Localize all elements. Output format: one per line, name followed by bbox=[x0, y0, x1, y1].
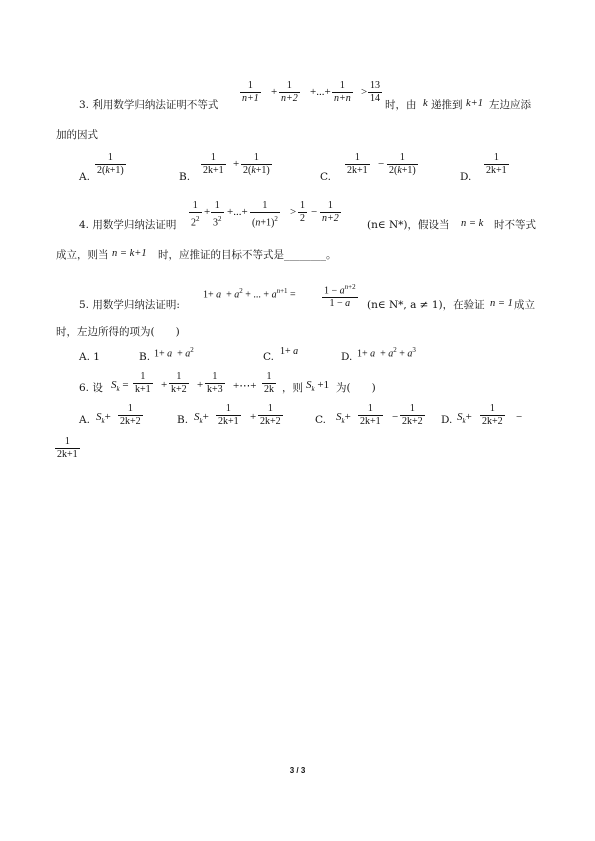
q4-line2a: 成立，则当 bbox=[56, 249, 109, 261]
q5-option-c: C. bbox=[263, 351, 274, 363]
q3-dots: +...+ bbox=[310, 86, 331, 98]
q4-frac-1: $\frac{1}{2^2}$ bbox=[191, 200, 200, 229]
q6-sk1: $S_k +1$ bbox=[306, 379, 330, 394]
q5-option-d: D. bbox=[341, 351, 353, 363]
q6-option-d-frac2: $\frac{1}{2k+1}$ bbox=[57, 436, 78, 460]
q3-option-d-frac: $\frac{1}{2k+1}$ bbox=[486, 152, 507, 176]
q5-cond2: n = 1 bbox=[490, 298, 513, 309]
q6-option-d-minus: − bbox=[516, 411, 523, 423]
q4-frac-4: $\frac{1}{2}$ bbox=[300, 200, 305, 224]
q3-option-b-frac1: $\frac{1}{2k+1}$ bbox=[203, 152, 224, 176]
q4-frac-3: $\frac{1}{(n+1)^2}$ bbox=[252, 200, 278, 229]
q5-line2: 时，左边所得的项为( ) bbox=[56, 326, 180, 338]
q4-cond2: n = k bbox=[461, 218, 484, 229]
q3-option-b-frac2: $\frac{1}{2(k+1)}$ bbox=[243, 152, 270, 176]
q4-frac-2: $\frac{1}{3^2}$ bbox=[213, 200, 222, 229]
q3-k: k bbox=[423, 98, 428, 109]
q4-line2b: n = k+1 bbox=[112, 248, 147, 259]
q3-suffix-mid: 递推到 bbox=[431, 99, 463, 111]
q6-option-d-frac1: $\frac{1}{2k+2}$ bbox=[482, 403, 503, 427]
q3-option-b-plus: + bbox=[233, 158, 240, 170]
q6-frac-3: $\frac{1}{k+3}$ bbox=[207, 371, 223, 395]
q6-option-c-minus: − bbox=[392, 411, 399, 423]
q6-then2: 为( ) bbox=[336, 382, 376, 394]
q6-option-c-frac1: $\frac{1}{2k+1}$ bbox=[360, 403, 381, 427]
q6-option-c: C. bbox=[315, 414, 326, 426]
q3-line2: 加的因式 bbox=[56, 129, 98, 141]
q4-gt: > bbox=[290, 206, 297, 218]
q6-option-a-frac: $\frac{1}{2k+2}$ bbox=[120, 403, 141, 427]
q6-sk: $S_k$ = bbox=[111, 379, 129, 394]
q6-option-d: D. bbox=[441, 414, 453, 426]
q3-option-c: C. bbox=[320, 171, 331, 183]
q5-option-b-expr: $1+ a + a^2$ bbox=[154, 346, 194, 360]
q3-option-c-frac1: $\frac{1}{2k+1}$ bbox=[347, 152, 368, 176]
q6-option-a: A. bbox=[79, 414, 90, 426]
q3-frac-3: $\frac{1}{n+n}$ bbox=[334, 80, 351, 104]
q5-prefix: 5. 用数学归纳法证明: bbox=[79, 299, 180, 311]
q4-prefix: 4. 用数学归纳法证明 bbox=[79, 219, 177, 231]
q5-option-d-expr: $1+ a + a^2 + a^3$ bbox=[357, 346, 416, 360]
q3-plus: + bbox=[271, 86, 278, 98]
q6-option-b-plus: + bbox=[250, 411, 257, 423]
q6-plus-1: + bbox=[161, 379, 168, 391]
q5-series: $1+ a + a^2$ + ... + $a^{n+1}$ = bbox=[203, 287, 296, 301]
q3-option-d: D. bbox=[460, 171, 472, 183]
q4-minus: − bbox=[311, 206, 318, 218]
q3-gt: > bbox=[361, 86, 368, 98]
q6-option-b: B. bbox=[177, 414, 189, 426]
q5-option-b: B. bbox=[139, 351, 151, 363]
q4-plus-1: + bbox=[204, 206, 211, 218]
q3-suffix-end: 左边应添 bbox=[489, 99, 531, 111]
q3-option-a-frac: $\frac{1}{2(k+1)}$ bbox=[97, 152, 124, 176]
q6-option-c-frac2: $\frac{1}{2k+2}$ bbox=[402, 403, 423, 427]
q6-plus-2: + bbox=[197, 379, 204, 391]
q6-option-b-frac2: $\frac{1}{2k+2}$ bbox=[260, 403, 281, 427]
q5-cond: (n∈ N*, a ≠ 1)，在验证 bbox=[367, 299, 485, 311]
q3-option-c-minus: − bbox=[378, 158, 385, 170]
q6-option-a-sk: $S_k+$ bbox=[96, 411, 111, 426]
q3-rhs-den: 14 bbox=[370, 93, 380, 104]
q4-line2c: 时，应推证的目标不等式是________。 bbox=[158, 249, 337, 261]
q3-rhs-num: 13 bbox=[370, 80, 380, 91]
q6-frac-2: $\frac{1}{k+2}$ bbox=[171, 371, 187, 395]
q6-option-b-sk: $S_k+$ bbox=[194, 411, 209, 426]
q3-frac-1: $\frac{1}{n+1}$ bbox=[242, 80, 259, 104]
q5-cond3: 成立 bbox=[514, 299, 535, 311]
q6-option-b-frac1: $\frac{1}{2k+1}$ bbox=[218, 403, 239, 427]
q5-option-c-expr: 1+ a bbox=[280, 346, 299, 357]
q3-option-a: A. bbox=[79, 171, 90, 183]
q6-option-c-sk: $S_k+$ bbox=[336, 411, 351, 426]
q5-option-a: A. 1 bbox=[79, 351, 100, 363]
q6-frac-4: $\frac{1}{2k}$ bbox=[264, 371, 274, 395]
q4-cond3: 时不等式 bbox=[494, 219, 536, 231]
q6-frac-1: $\frac{1}{k+1}$ bbox=[135, 371, 151, 395]
q3-k1: k+1 bbox=[466, 98, 483, 109]
q6-option-d-sk: $S_k+$ bbox=[457, 411, 472, 426]
q6-dots: +⋯+ bbox=[233, 380, 257, 392]
q3-prefix: 3. 利用数学归纳法证明不等式 bbox=[79, 99, 219, 111]
q6-prefix: 6. 设 bbox=[79, 382, 103, 394]
q6-then: ，则 bbox=[282, 382, 303, 394]
q3-frac-rhs bbox=[368, 80, 382, 105]
q3-frac-2: $\frac{1}{n+2}$ bbox=[281, 80, 298, 104]
q4-cond: (n∈ N*)，假设当 bbox=[367, 219, 450, 231]
q3-option-c-frac2: $\frac{1}{2(k+1)}$ bbox=[389, 152, 416, 176]
q4-frac-5: $\frac{1}{n+2}$ bbox=[322, 200, 339, 224]
q4-dots: +...+ bbox=[227, 206, 248, 218]
q3-suffix-time: 时，由 bbox=[385, 99, 417, 111]
q3-option-b: B. bbox=[179, 171, 191, 183]
page-number: 3 / 3 bbox=[289, 766, 306, 775]
q5-frac: $\frac{1 - a^{n+2}}{1 - a}$ bbox=[324, 283, 356, 310]
